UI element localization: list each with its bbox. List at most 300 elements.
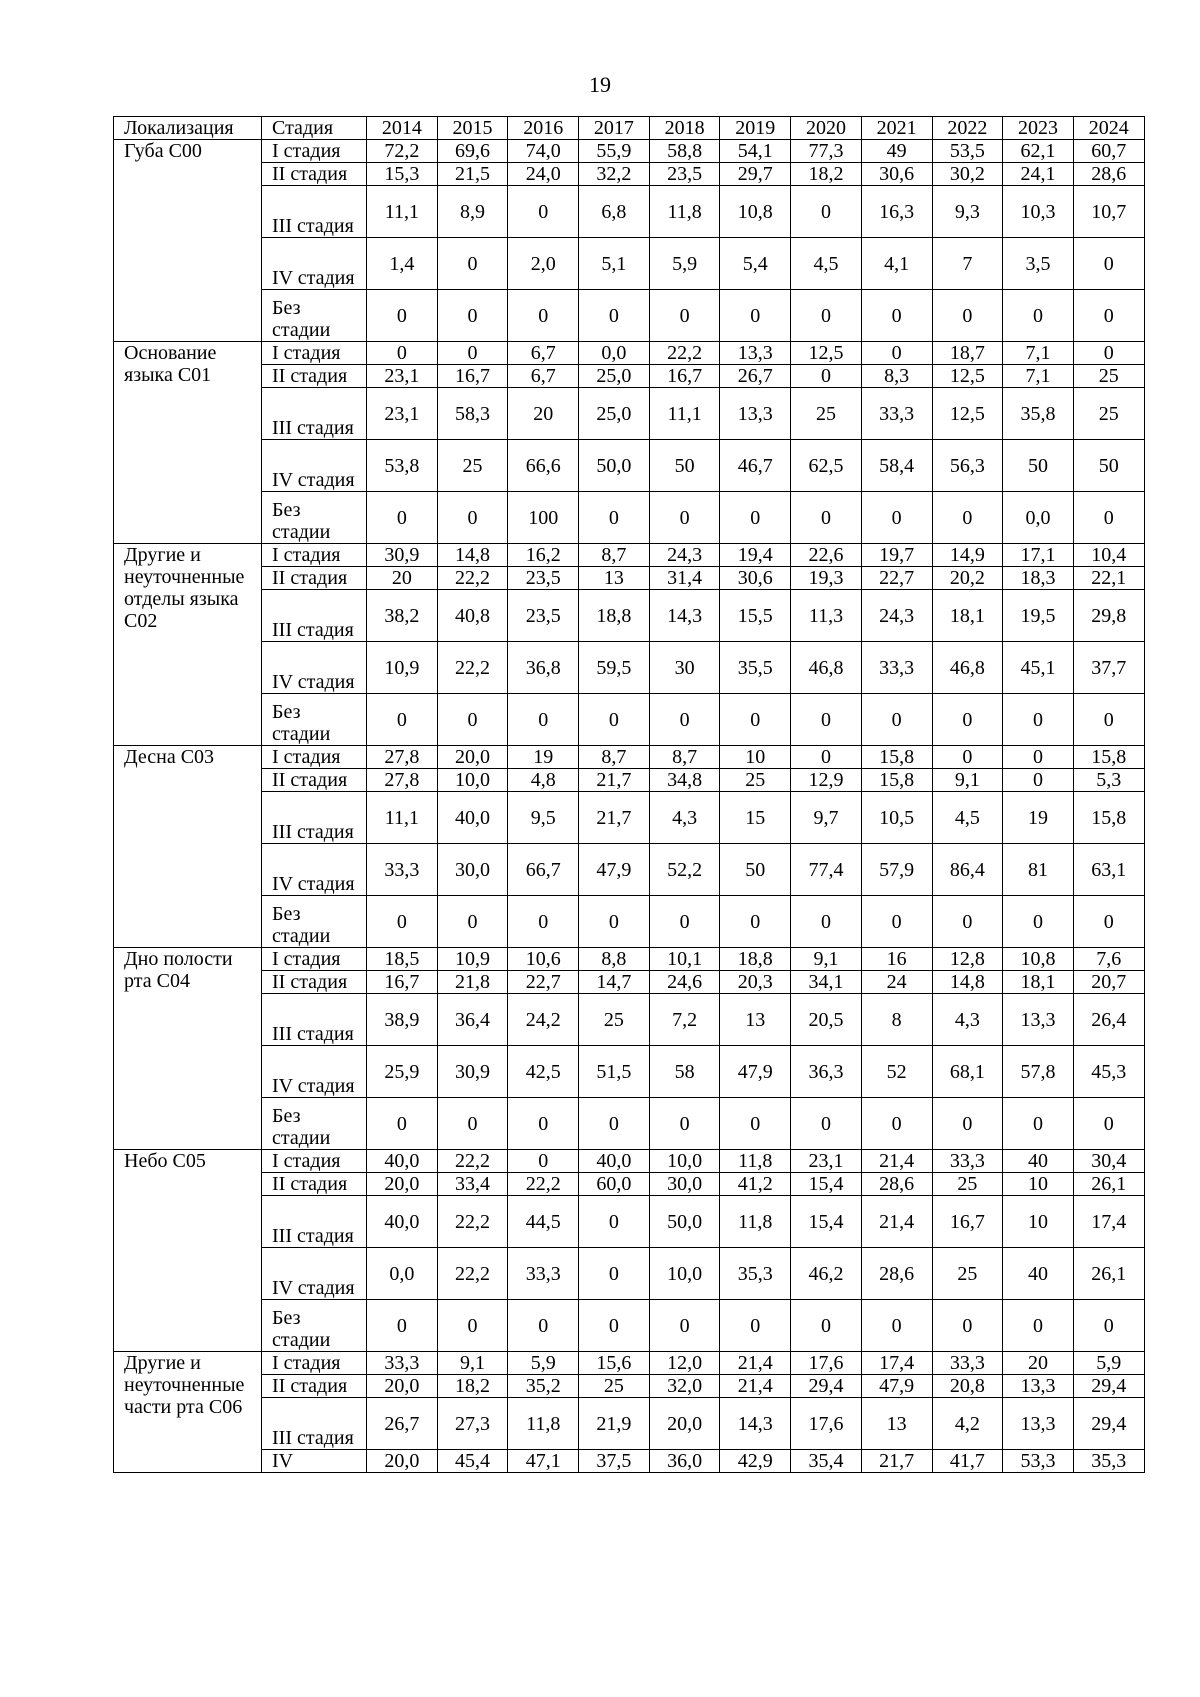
value-cell: 52,2 xyxy=(649,844,720,896)
value-cell: 0 xyxy=(932,896,1003,948)
header-year: 2014 xyxy=(367,117,438,140)
value-cell: 36,3 xyxy=(791,1046,862,1098)
value-cell: 46,8 xyxy=(932,642,1003,694)
value-cell: 0 xyxy=(861,492,932,544)
value-cell: 25 xyxy=(1073,388,1144,440)
value-cell: 0 xyxy=(720,1098,791,1150)
table-row xyxy=(114,1300,1145,1352)
stage-cell: IV стадия xyxy=(262,1248,367,1300)
value-cell: 53,5 xyxy=(932,140,1003,163)
value-cell: 23,1 xyxy=(367,388,438,440)
value-cell: 62,5 xyxy=(791,440,862,492)
value-cell: 40 xyxy=(1003,1150,1074,1173)
value-cell: 0 xyxy=(437,694,508,746)
value-cell: 0 xyxy=(791,1300,862,1352)
value-cell: 0 xyxy=(932,1300,1003,1352)
value-cell: 35,3 xyxy=(1073,1450,1144,1473)
value-cell: 0 xyxy=(861,342,932,365)
value-cell: 38,2 xyxy=(367,590,438,642)
value-cell: 28,6 xyxy=(1073,163,1144,186)
value-cell: 22,7 xyxy=(861,567,932,590)
value-cell: 25 xyxy=(1073,365,1144,388)
value-cell: 35,8 xyxy=(1003,388,1074,440)
value-cell: 26,1 xyxy=(1073,1173,1144,1196)
value-cell: 0 xyxy=(437,896,508,948)
value-cell: 11,8 xyxy=(720,1150,791,1173)
value-cell: 0 xyxy=(720,694,791,746)
value-cell: 20,0 xyxy=(367,1450,438,1473)
value-cell: 9,1 xyxy=(437,1352,508,1375)
table-row xyxy=(114,567,1145,590)
value-cell: 8,7 xyxy=(579,544,650,567)
value-cell: 17,4 xyxy=(861,1352,932,1375)
value-cell: 42,9 xyxy=(720,1450,791,1473)
value-cell: 0,0 xyxy=(579,342,650,365)
value-cell: 100 xyxy=(508,492,579,544)
value-cell: 0 xyxy=(1073,694,1144,746)
value-cell: 17,6 xyxy=(791,1352,862,1375)
value-cell: 13 xyxy=(579,567,650,590)
value-cell: 14,7 xyxy=(579,971,650,994)
value-cell: 11,8 xyxy=(649,186,720,238)
value-cell: 20,0 xyxy=(367,1375,438,1398)
value-cell: 0 xyxy=(367,694,438,746)
value-cell: 0 xyxy=(720,290,791,342)
table-row xyxy=(114,590,1145,642)
value-cell: 0 xyxy=(861,694,932,746)
header-stage: Стадия xyxy=(262,117,367,140)
table-row xyxy=(114,1046,1145,1098)
value-cell: 0 xyxy=(508,1150,579,1173)
value-cell: 13 xyxy=(720,994,791,1046)
value-cell: 18,2 xyxy=(437,1375,508,1398)
stage-cell: II стадия xyxy=(262,971,367,994)
value-cell: 0 xyxy=(367,1300,438,1352)
header-year: 2018 xyxy=(649,117,720,140)
value-cell: 26,7 xyxy=(367,1398,438,1450)
value-cell: 0 xyxy=(1003,896,1074,948)
value-cell: 0 xyxy=(579,896,650,948)
value-cell: 10,0 xyxy=(649,1150,720,1173)
value-cell: 12,5 xyxy=(932,365,1003,388)
value-cell: 50 xyxy=(1073,440,1144,492)
value-cell: 0 xyxy=(861,896,932,948)
value-cell: 0 xyxy=(1073,1300,1144,1352)
stage-cell: Без стадии xyxy=(262,896,367,948)
stage-cell: II стадия xyxy=(262,567,367,590)
header-year: 2019 xyxy=(720,117,791,140)
value-cell: 10,9 xyxy=(437,948,508,971)
value-cell: 22,2 xyxy=(437,1196,508,1248)
value-cell: 21,5 xyxy=(437,163,508,186)
value-cell: 0 xyxy=(579,1098,650,1150)
value-cell: 66,6 xyxy=(508,440,579,492)
table-row xyxy=(114,1248,1145,1300)
value-cell: 21,4 xyxy=(720,1375,791,1398)
stage-cell: III стадия xyxy=(262,792,367,844)
value-cell: 8,7 xyxy=(579,746,650,769)
value-cell: 25 xyxy=(932,1173,1003,1196)
value-cell: 40,0 xyxy=(367,1150,438,1173)
value-cell: 16,3 xyxy=(861,186,932,238)
value-cell: 25,0 xyxy=(579,388,650,440)
value-cell: 62,1 xyxy=(1003,140,1074,163)
value-cell: 0 xyxy=(1003,1300,1074,1352)
value-cell: 16,7 xyxy=(649,365,720,388)
value-cell: 0 xyxy=(791,492,862,544)
value-cell: 25,9 xyxy=(367,1046,438,1098)
value-cell: 8,8 xyxy=(579,948,650,971)
value-cell: 30,0 xyxy=(437,844,508,896)
value-cell: 7,1 xyxy=(1003,342,1074,365)
value-cell: 59,5 xyxy=(579,642,650,694)
value-cell: 9,5 xyxy=(508,792,579,844)
header-row xyxy=(114,117,1145,140)
stage-cell: IV стадия xyxy=(262,642,367,694)
value-cell: 63,1 xyxy=(1073,844,1144,896)
value-cell: 60,7 xyxy=(1073,140,1144,163)
value-cell: 0 xyxy=(437,342,508,365)
value-cell: 18,3 xyxy=(1003,567,1074,590)
value-cell: 37,5 xyxy=(579,1450,650,1473)
value-cell: 23,1 xyxy=(791,1150,862,1173)
value-cell: 58 xyxy=(649,1046,720,1098)
value-cell: 10,5 xyxy=(861,792,932,844)
stage-cell: IV стадия xyxy=(262,440,367,492)
value-cell: 35,2 xyxy=(508,1375,579,1398)
value-cell: 51,5 xyxy=(579,1046,650,1098)
value-cell: 53,8 xyxy=(367,440,438,492)
value-cell: 0 xyxy=(791,896,862,948)
value-cell: 0 xyxy=(1073,492,1144,544)
value-cell: 30,6 xyxy=(861,163,932,186)
table-row xyxy=(114,1398,1145,1450)
value-cell: 0 xyxy=(367,896,438,948)
value-cell: 4,3 xyxy=(649,792,720,844)
value-cell: 28,6 xyxy=(861,1248,932,1300)
value-cell: 21,4 xyxy=(861,1196,932,1248)
value-cell: 0 xyxy=(1073,896,1144,948)
value-cell: 33,3 xyxy=(861,642,932,694)
stage-cell: Без стадии xyxy=(262,1300,367,1352)
table-row xyxy=(114,994,1145,1046)
value-cell: 10,7 xyxy=(1073,186,1144,238)
value-cell: 13,3 xyxy=(1003,994,1074,1046)
value-cell: 0 xyxy=(1073,238,1144,290)
stage-cell: I стадия xyxy=(262,948,367,971)
value-cell: 0 xyxy=(649,1098,720,1150)
value-cell: 35,5 xyxy=(720,642,791,694)
value-cell: 20 xyxy=(367,567,438,590)
value-cell: 34,1 xyxy=(791,971,862,994)
table-row xyxy=(114,238,1145,290)
stage-cell: III стадия xyxy=(262,1196,367,1248)
value-cell: 29,4 xyxy=(1073,1398,1144,1450)
stage-cell: I стадия xyxy=(262,342,367,365)
value-cell: 14,9 xyxy=(932,544,1003,567)
value-cell: 16,2 xyxy=(508,544,579,567)
value-cell: 24,6 xyxy=(649,971,720,994)
stage-cell: Без стадии xyxy=(262,290,367,342)
value-cell: 0 xyxy=(861,290,932,342)
table-row xyxy=(114,1375,1145,1398)
value-cell: 0 xyxy=(508,290,579,342)
value-cell: 12,9 xyxy=(791,769,862,792)
value-cell: 0 xyxy=(861,1098,932,1150)
value-cell: 16,7 xyxy=(932,1196,1003,1248)
value-cell: 21,8 xyxy=(437,971,508,994)
value-cell: 13,3 xyxy=(720,388,791,440)
value-cell: 27,8 xyxy=(367,746,438,769)
stage-cell: III стадия xyxy=(262,1398,367,1450)
value-cell: 0 xyxy=(791,694,862,746)
value-cell: 13,3 xyxy=(720,342,791,365)
value-cell: 35,4 xyxy=(791,1450,862,1473)
value-cell: 55,9 xyxy=(579,140,650,163)
value-cell: 0 xyxy=(791,1098,862,1150)
value-cell: 35,3 xyxy=(720,1248,791,1300)
value-cell: 11,8 xyxy=(720,1196,791,1248)
stage-cell: III стадия xyxy=(262,994,367,1046)
header-year: 2017 xyxy=(579,117,650,140)
value-cell: 10,3 xyxy=(1003,186,1074,238)
value-cell: 17,1 xyxy=(1003,544,1074,567)
value-cell: 4,5 xyxy=(791,238,862,290)
value-cell: 66,7 xyxy=(508,844,579,896)
value-cell: 47,9 xyxy=(579,844,650,896)
value-cell: 16,7 xyxy=(437,365,508,388)
value-cell: 15,8 xyxy=(1073,746,1144,769)
value-cell: 0 xyxy=(791,186,862,238)
value-cell: 0 xyxy=(1003,746,1074,769)
value-cell: 33,3 xyxy=(367,844,438,896)
value-cell: 33,3 xyxy=(932,1150,1003,1173)
value-cell: 10,4 xyxy=(1073,544,1144,567)
value-cell: 10 xyxy=(720,746,791,769)
table-row xyxy=(114,342,1145,365)
value-cell: 1,4 xyxy=(367,238,438,290)
value-cell: 22,2 xyxy=(649,342,720,365)
header-year: 2022 xyxy=(932,117,1003,140)
value-cell: 0 xyxy=(649,694,720,746)
value-cell: 36,4 xyxy=(437,994,508,1046)
value-cell: 15,6 xyxy=(579,1352,650,1375)
value-cell: 5,9 xyxy=(649,238,720,290)
value-cell: 9,1 xyxy=(791,948,862,971)
value-cell: 30,9 xyxy=(367,544,438,567)
stage-cell: II стадия xyxy=(262,1375,367,1398)
value-cell: 7 xyxy=(932,238,1003,290)
value-cell: 20 xyxy=(1003,1352,1074,1375)
value-cell: 45,4 xyxy=(437,1450,508,1473)
value-cell: 33,3 xyxy=(367,1352,438,1375)
value-cell: 11,8 xyxy=(508,1398,579,1450)
value-cell: 40,0 xyxy=(579,1150,650,1173)
value-cell: 52 xyxy=(861,1046,932,1098)
value-cell: 12,5 xyxy=(791,342,862,365)
value-cell: 4,8 xyxy=(508,769,579,792)
value-cell: 20,5 xyxy=(791,994,862,1046)
value-cell: 0 xyxy=(579,492,650,544)
stage-distribution-table xyxy=(113,116,1145,1473)
stage-cell: I стадия xyxy=(262,1352,367,1375)
value-cell: 50,0 xyxy=(579,440,650,492)
location-cell: Другие и неуточненные части рта С06 xyxy=(114,1352,262,1473)
value-cell: 45,1 xyxy=(1003,642,1074,694)
value-cell: 19,3 xyxy=(791,567,862,590)
value-cell: 0 xyxy=(437,238,508,290)
value-cell: 29,4 xyxy=(791,1375,862,1398)
value-cell: 27,8 xyxy=(367,769,438,792)
value-cell: 18,1 xyxy=(1003,971,1074,994)
value-cell: 5,9 xyxy=(1073,1352,1144,1375)
table-row xyxy=(114,290,1145,342)
location-cell: Небо С05 xyxy=(114,1150,262,1352)
value-cell: 0,0 xyxy=(367,1248,438,1300)
value-cell: 22,7 xyxy=(508,971,579,994)
value-cell: 0 xyxy=(1003,290,1074,342)
value-cell: 32,2 xyxy=(579,163,650,186)
value-cell: 0 xyxy=(437,492,508,544)
value-cell: 21,4 xyxy=(861,1150,932,1173)
value-cell: 15,4 xyxy=(791,1173,862,1196)
value-cell: 10,8 xyxy=(720,186,791,238)
value-cell: 9,1 xyxy=(932,769,1003,792)
location-cell: Основание языка С01 xyxy=(114,342,262,544)
value-cell: 21,7 xyxy=(861,1450,932,1473)
value-cell: 18,1 xyxy=(932,590,1003,642)
value-cell: 6,7 xyxy=(508,365,579,388)
value-cell: 0 xyxy=(720,492,791,544)
value-cell: 0 xyxy=(861,1300,932,1352)
value-cell: 14,3 xyxy=(720,1398,791,1450)
value-cell: 0 xyxy=(649,492,720,544)
value-cell: 0 xyxy=(791,365,862,388)
value-cell: 20,0 xyxy=(437,746,508,769)
value-cell: 40,8 xyxy=(437,590,508,642)
value-cell: 54,1 xyxy=(720,140,791,163)
value-cell: 50 xyxy=(720,844,791,896)
value-cell: 25 xyxy=(437,440,508,492)
value-cell: 14,3 xyxy=(649,590,720,642)
value-cell: 15,8 xyxy=(861,769,932,792)
value-cell: 15,3 xyxy=(367,163,438,186)
value-cell: 30,0 xyxy=(649,1173,720,1196)
value-cell: 0 xyxy=(1073,1098,1144,1150)
value-cell: 14,8 xyxy=(437,544,508,567)
value-cell: 25 xyxy=(791,388,862,440)
value-cell: 10,8 xyxy=(1003,948,1074,971)
value-cell: 20,8 xyxy=(932,1375,1003,1398)
value-cell: 49 xyxy=(861,140,932,163)
stage-cell: Без стадии xyxy=(262,694,367,746)
value-cell: 24 xyxy=(861,971,932,994)
value-cell: 10 xyxy=(1003,1196,1074,1248)
value-cell: 4,1 xyxy=(861,238,932,290)
table-row xyxy=(114,1173,1145,1196)
value-cell: 33,3 xyxy=(861,388,932,440)
value-cell: 6,8 xyxy=(579,186,650,238)
header-location: Локализация xyxy=(114,117,262,140)
value-cell: 11,3 xyxy=(791,590,862,642)
value-cell: 8,7 xyxy=(649,746,720,769)
table-row xyxy=(114,1352,1145,1375)
value-cell: 0 xyxy=(1003,694,1074,746)
value-cell: 19,4 xyxy=(720,544,791,567)
value-cell: 46,7 xyxy=(720,440,791,492)
value-cell: 74,0 xyxy=(508,140,579,163)
value-cell: 25 xyxy=(579,1375,650,1398)
value-cell: 11,1 xyxy=(367,186,438,238)
location-cell: Десна С03 xyxy=(114,746,262,948)
value-cell: 15,4 xyxy=(791,1196,862,1248)
value-cell: 10,6 xyxy=(508,948,579,971)
value-cell: 4,2 xyxy=(932,1398,1003,1450)
value-cell: 30,9 xyxy=(437,1046,508,1098)
value-cell: 0 xyxy=(932,492,1003,544)
value-cell: 38,9 xyxy=(367,994,438,1046)
value-cell: 19 xyxy=(1003,792,1074,844)
value-cell: 15 xyxy=(720,792,791,844)
value-cell: 0 xyxy=(932,746,1003,769)
table-row xyxy=(114,694,1145,746)
value-cell: 18,8 xyxy=(720,948,791,971)
table-row xyxy=(114,544,1145,567)
value-cell: 0 xyxy=(579,1248,650,1300)
value-cell: 15,5 xyxy=(720,590,791,642)
value-cell: 0 xyxy=(367,290,438,342)
value-cell: 30 xyxy=(649,642,720,694)
value-cell: 56,3 xyxy=(932,440,1003,492)
value-cell: 29,7 xyxy=(720,163,791,186)
stage-cell: IV стадия xyxy=(262,238,367,290)
stage-cell: I стадия xyxy=(262,544,367,567)
value-cell: 19,7 xyxy=(861,544,932,567)
value-cell: 0 xyxy=(791,290,862,342)
value-cell: 5,1 xyxy=(579,238,650,290)
value-cell: 18,8 xyxy=(579,590,650,642)
value-cell: 0 xyxy=(508,1098,579,1150)
value-cell: 15,8 xyxy=(861,746,932,769)
value-cell: 47,9 xyxy=(861,1375,932,1398)
table-row xyxy=(114,792,1145,844)
value-cell: 19,5 xyxy=(1003,590,1074,642)
value-cell: 23,5 xyxy=(508,567,579,590)
value-cell: 0 xyxy=(579,1196,650,1248)
value-cell: 9,3 xyxy=(932,186,1003,238)
value-cell: 29,4 xyxy=(1073,1375,1144,1398)
stage-cell: IV xyxy=(262,1450,367,1473)
value-cell: 5,3 xyxy=(1073,769,1144,792)
value-cell: 36,0 xyxy=(649,1450,720,1473)
value-cell: 0 xyxy=(367,342,438,365)
value-cell: 16 xyxy=(861,948,932,971)
value-cell: 29,8 xyxy=(1073,590,1144,642)
value-cell: 0 xyxy=(649,290,720,342)
value-cell: 45,3 xyxy=(1073,1046,1144,1098)
stage-cell: Без стадии xyxy=(262,1098,367,1150)
value-cell: 33,3 xyxy=(508,1248,579,1300)
value-cell: 7,1 xyxy=(1003,365,1074,388)
value-cell: 0 xyxy=(720,896,791,948)
value-cell: 26,4 xyxy=(1073,994,1144,1046)
value-cell: 5,9 xyxy=(508,1352,579,1375)
value-cell: 12,5 xyxy=(932,388,1003,440)
value-cell: 33,4 xyxy=(437,1173,508,1196)
stage-cell: Без стадии xyxy=(262,492,367,544)
value-cell: 13 xyxy=(861,1398,932,1450)
value-cell: 11,1 xyxy=(649,388,720,440)
